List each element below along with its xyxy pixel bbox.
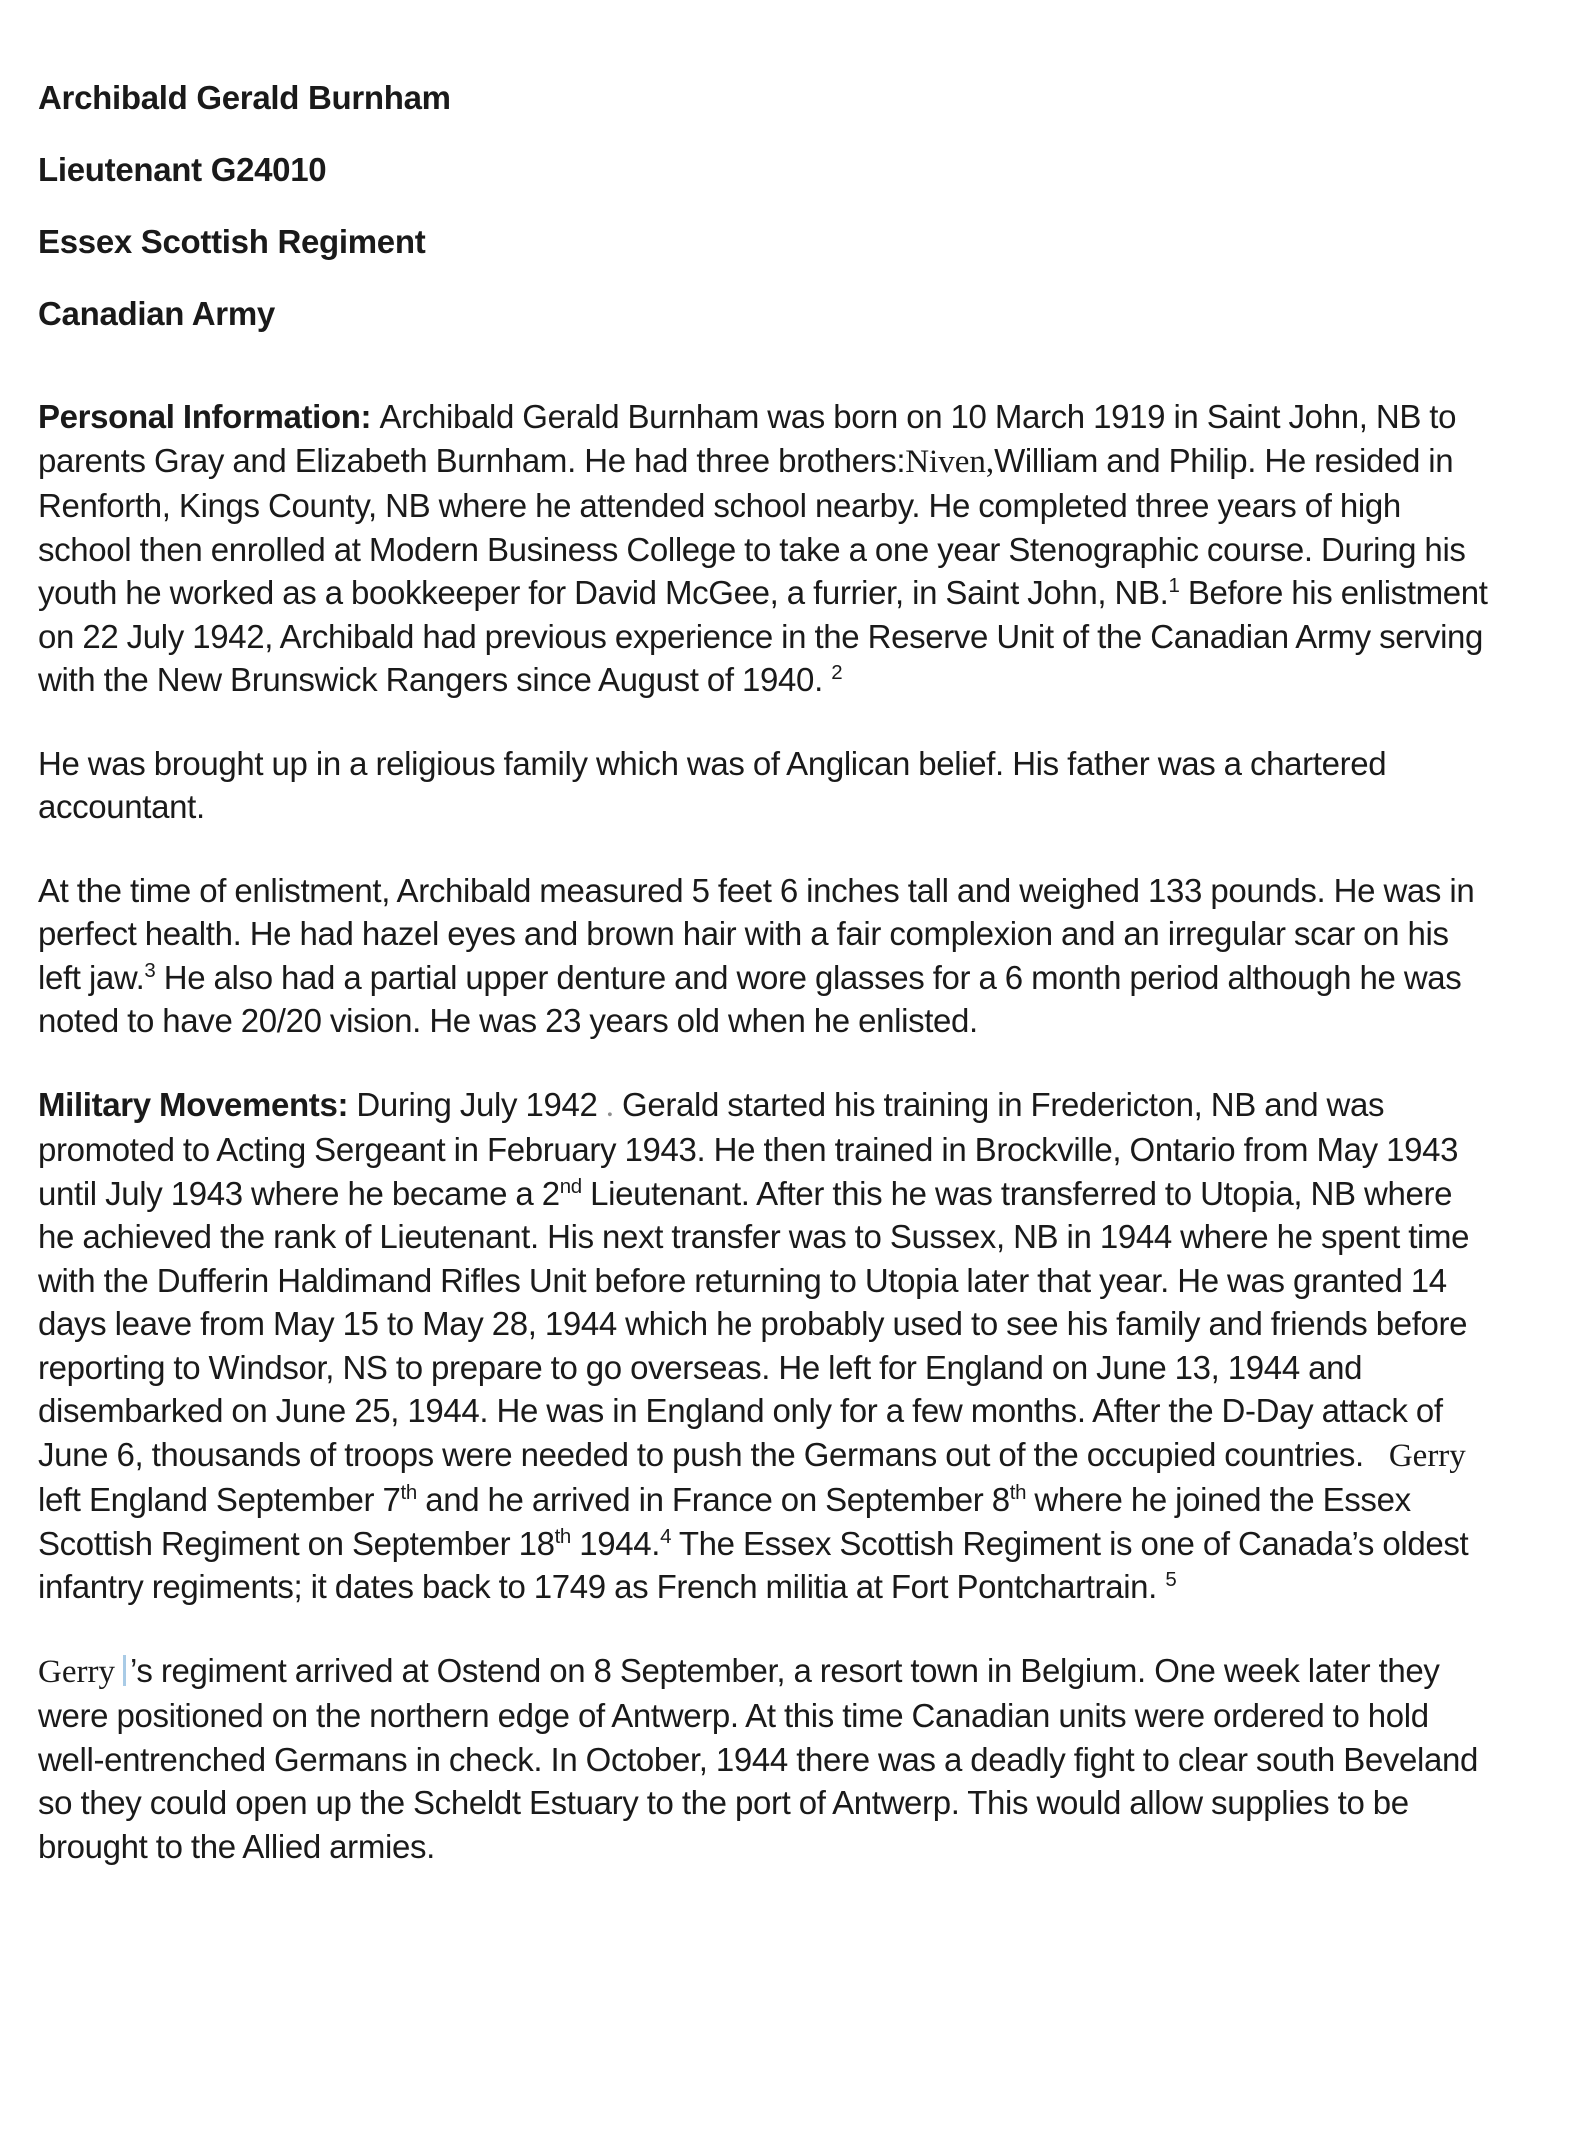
footnote-ref-5: 5 xyxy=(1165,1568,1177,1591)
personal-information-paragraph xyxy=(38,395,1493,702)
inserted-name-gerry-2: Gerry xyxy=(38,1653,115,1690)
inserted-name-niven: Niven, xyxy=(905,443,995,480)
footnote-ref-4: 4 xyxy=(660,1524,672,1548)
text-run: Archibald Gerald Burnham was born on 10 March 1919 in Saint John, NB to parents Gray and Elizabeth Burnham. He had three brothers: xyxy=(38,398,1457,479)
ordinal-suffix-18th: th xyxy=(554,1524,571,1548)
regiment-name: Essex Scottish Regiment xyxy=(38,223,426,260)
section-heading-personal-information: Personal Information: xyxy=(38,398,380,435)
text-run: Lieutenant. After this he was transferred to Utopia, NB where he achieved the rank of Lieutenant. His next transfer was to Sussex, NB in 1944 where he spent time with the Dufferin Haldimand Rifles Unit before returning to Utopia later that year. He was granted 14 days leave from May 15 to May 28, 1944 which he probably used to see his family and friends before reporting to Windsor, NS to prepare to go overseas. He left for England on June 13, 1944 and disembarked on June 25, 1944. He was in England only for a few months. After the D-Day attack of June 6, thousands of troops were needed to push the Germans out of the occupied countries. xyxy=(38,1174,1470,1473)
army-name: Canadian Army xyxy=(38,295,275,332)
inserted-name-gerry-1: Gerry xyxy=(1388,1437,1466,1474)
section-heading-military-movements: Military Movements: xyxy=(38,1085,357,1123)
text-run: where he joined the Essex Scottish Regiment on September 18 xyxy=(38,1481,1411,1562)
text-run: Before his enlistment on 22 July 1942, Archibald had previous experience in the Reserve Unit of the Canadian Army serving with the New Brunswick Rangers since August of 1940. xyxy=(38,574,1488,698)
deleted-punctuation-mark: . xyxy=(605,1087,614,1124)
text-run: 1944. xyxy=(570,1524,661,1562)
text-run: left England September 7 xyxy=(38,1481,401,1518)
footnote-ref-3: 3 xyxy=(144,958,156,982)
text-run: William and Philip. He resided in Renforth, Kings County, NB where he attended school nearby. He completed three years of high school then enrolled at Modern Business College to take a one year Stenographic course. During his youth he worked as a bookkeeper for David McGee, a furrier, in Saint John, NB. xyxy=(38,441,1466,611)
text-run: ’s regiment arrived at Ostend on 8 September, a resort town in Belgium. One week later they were positioned on the northern edge of Antwerp. At this time Canadian units were ordered to hold well-entrenched Germans in check. In October, 1944 there was a deadly fight to clear south Beveland so they could open up the Scheldt Estuary to the port of Antwerp. This would allow supplies to be brought to the Allied armies. xyxy=(38,1651,1479,1865)
text-run: The Essex Scottish Regiment is one of Canada’s oldest infantry regiments; it dates back to 1749 as French militia at Fort Pontchartrain. xyxy=(38,1524,1469,1605)
text-run: At the time of enlistment, Archibald measured 5 feet 6 inches tall and weighed 133 pounds. He was in perfect health. He had hazel eyes and brown hair with a fair complexion and an irregular scar on his left jaw. xyxy=(38,871,1475,996)
ordinal-suffix-2nd: nd xyxy=(559,1174,582,1198)
footnote-ref-2: 2 xyxy=(831,661,843,684)
ordinal-suffix-8th: th xyxy=(1009,1481,1027,1504)
text-run: He was brought up in a religious family which was of Anglican belief. His father was a chartered accountant. xyxy=(38,744,1387,825)
family-background-paragraph xyxy=(38,742,1493,829)
text-cursor xyxy=(123,1655,126,1686)
text-run: He also had a partial upper denture and wore glasses for a 6 month period although he was noted to have 20/20 vision. He was 23 years old when he enlisted. xyxy=(38,958,1462,1039)
footnote-ref-1: 1 xyxy=(1168,574,1180,597)
regiment-arrival-paragraph xyxy=(38,1649,1493,1869)
text-run: During July 1942 xyxy=(356,1085,606,1123)
enlistment-description-paragraph xyxy=(38,869,1493,1043)
rank-service-number: Lieutenant G24010 xyxy=(38,151,327,188)
text-run: Gerald started his training in Fredericton, NB and was promoted to Acting Sergeant in February 1943. He then trained in Brockville, Ontario from May 1943 until July 1943 where he became a 2 xyxy=(38,1085,1459,1212)
person-name-title: Archibald Gerald Burnham xyxy=(38,79,451,116)
title-block xyxy=(38,76,1495,335)
ordinal-suffix-7th: th xyxy=(400,1481,417,1504)
military-movements-paragraph xyxy=(38,1083,1493,1609)
text-run: and he arrived in France on September 8 xyxy=(416,1481,1010,1518)
